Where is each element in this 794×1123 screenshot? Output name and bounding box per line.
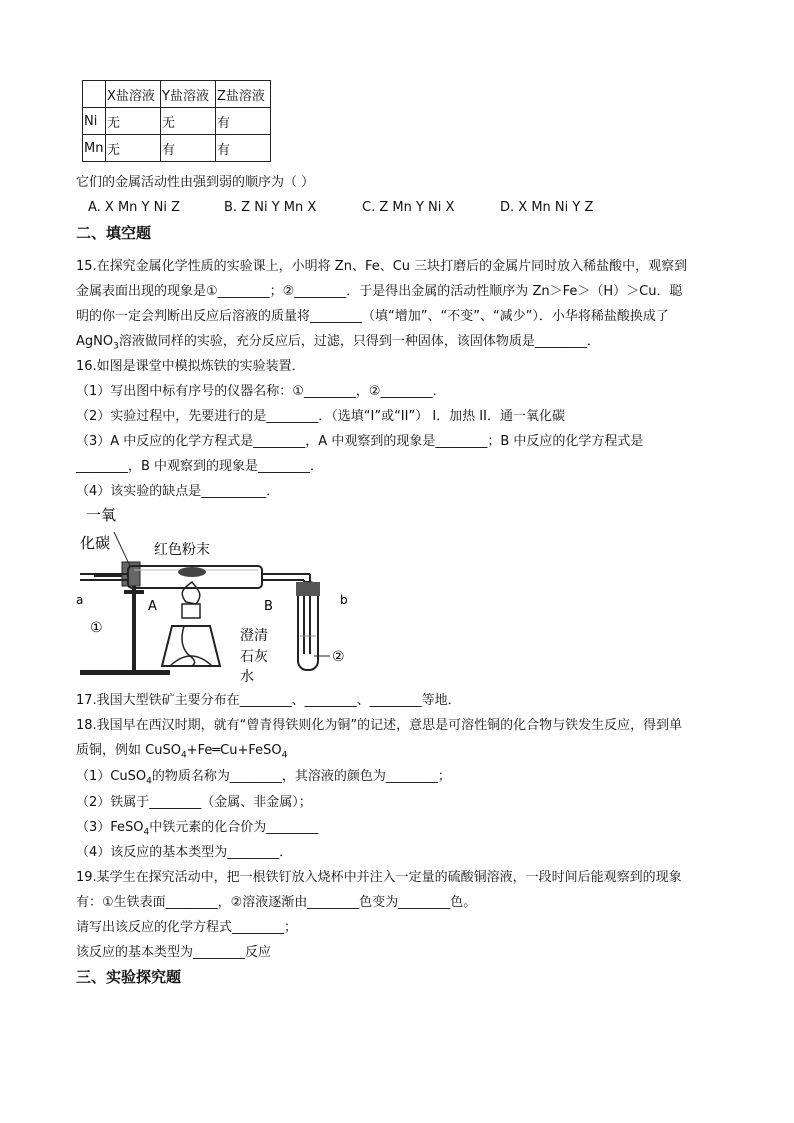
table-header-cell: Y盐溶液 xyxy=(161,81,216,108)
q18-part4: （4）该反应的基本类型为________． xyxy=(76,845,293,860)
table-cell: 无 xyxy=(106,108,161,135)
q18-line1: 18.我国早在西汉时期，就有“曾青得铁则化为铜”的记述，意思是可溶性铜的化合物与铁发生反应，得到单 xyxy=(76,718,683,733)
table-cell: 有 xyxy=(161,135,216,162)
section-heading-fill-blank: 二、填空题 xyxy=(76,224,152,242)
metal-reaction-table xyxy=(82,80,271,162)
q16-stem: 16.如图是课堂中模拟炼铁的实验装置． xyxy=(76,359,305,374)
table-cell: 无 xyxy=(161,108,216,135)
q16-part2: （2）实验过程中，先要进行的是________．（选填“I”或“II”） I．加热 II．通一氧化碳 xyxy=(76,409,565,424)
q19-line1: 19.某学生在探究活动中，把一根铁钉放入烧杯中并注入一定量的硫酸铜溶液，一段时间后能观察到的现象 xyxy=(76,870,682,885)
q19-line4: 该反应的基本类型为________反应 xyxy=(76,945,272,960)
figure-label-lime1: 澄清 xyxy=(240,628,268,644)
figure-label-b-small: b xyxy=(340,593,348,607)
q18-part3: （3）FeSO$_4$中铁元素的化合价为________ xyxy=(76,820,319,838)
figure-label-co1: 一氧 xyxy=(86,506,117,524)
table-cell: 有 xyxy=(216,135,271,162)
q16-part4: （4）该实验的缺点是__________． xyxy=(76,484,280,499)
q19-line2: 有：①生铁表面________，②溶液逐渐由________色变为________色。 xyxy=(76,895,477,910)
table-cell: 有 xyxy=(216,108,271,135)
q18-line2: 质铜，例如 CuSO$_4$+Fe═Cu+FeSO$_4$ xyxy=(76,743,288,761)
table-header-cell: X盐溶液 xyxy=(106,81,161,108)
table-header-cell: Z盐溶液 xyxy=(216,81,271,108)
q15-line1: 15.在探究金属化学性质的实验课上，小明将 Zn、Fe、Cu 三块打磨后的金属片同时放入稀盐酸中，观察到 xyxy=(76,259,688,274)
q15-line2: 金属表面出现的现象是①________；②________．于是得出金属的活动性顺序为 Zn＞Fe＞（H）＞Cu．聪 xyxy=(76,284,683,299)
q18-part2: （2）铁属于________（金属、非金属）； xyxy=(76,795,312,810)
figure-label-B: B xyxy=(264,599,273,614)
figure-label-lime2: 石灰 xyxy=(240,649,268,665)
q18-part1: （1）CuSO$_4$的物质名称为________，其溶液的颜色为________； xyxy=(76,769,451,787)
q14-stem: 它们的金属活动性由强到弱的顺序为（ ） xyxy=(76,175,315,190)
q14-option-b: B. Z Ni Y Mn X xyxy=(224,200,317,215)
figure-label-circle-2: ② xyxy=(332,649,345,665)
q14-option-d: D. X Mn Ni Y Z xyxy=(500,200,594,215)
q14-option-a: A. X Mn Y Ni Z xyxy=(88,200,181,215)
q15-line4: AgNO$_3$溶液做同样的实验，充分反应后，过滤，只得到一种固体，该固体物质是________． xyxy=(76,334,600,352)
table-cell: Ni xyxy=(83,108,106,135)
table-header-cell xyxy=(83,81,106,108)
figure-label-circle-1: ① xyxy=(90,620,103,636)
q16-part3-cont: ________，B 中观察到的现象是________． xyxy=(76,459,324,474)
table-cell: 无 xyxy=(106,135,161,162)
section-heading-experiment: 三、实验探究题 xyxy=(76,968,182,986)
figure-label-red-powder: 红色粉末 xyxy=(154,542,210,558)
q15-line3: 明的你一定会判断出反应后溶液的质量将________（填“增加”、“不变”、“减少”）．小华将稀盐酸换成了 xyxy=(76,309,669,324)
q16-part3: （3）A 中反应的化学方程式是________，A 中观察到的现象是________；B 中反应的化学方程式是 xyxy=(76,434,644,449)
iron-smelting-apparatus-figure xyxy=(74,506,356,684)
q16-part1: （1）写出图中标有序号的仪器名称：①________，②________． xyxy=(76,384,446,399)
q14-option-c: C. Z Mn Y Ni X xyxy=(362,200,455,215)
figure-label-A: A xyxy=(148,599,157,614)
q17: 17.我国大型铁矿主要分布在________、________、________等地． xyxy=(76,693,461,708)
figure-label-lime3: 水 xyxy=(240,669,254,684)
table-row xyxy=(83,108,271,135)
figure-label-a-small: a xyxy=(76,593,84,607)
figure-label-co2: 化碳 xyxy=(80,534,111,552)
q19-line3: 请写出该反应的化学方程式________； xyxy=(76,920,298,935)
table-cell: Mn xyxy=(83,135,106,162)
table-row xyxy=(83,135,271,162)
